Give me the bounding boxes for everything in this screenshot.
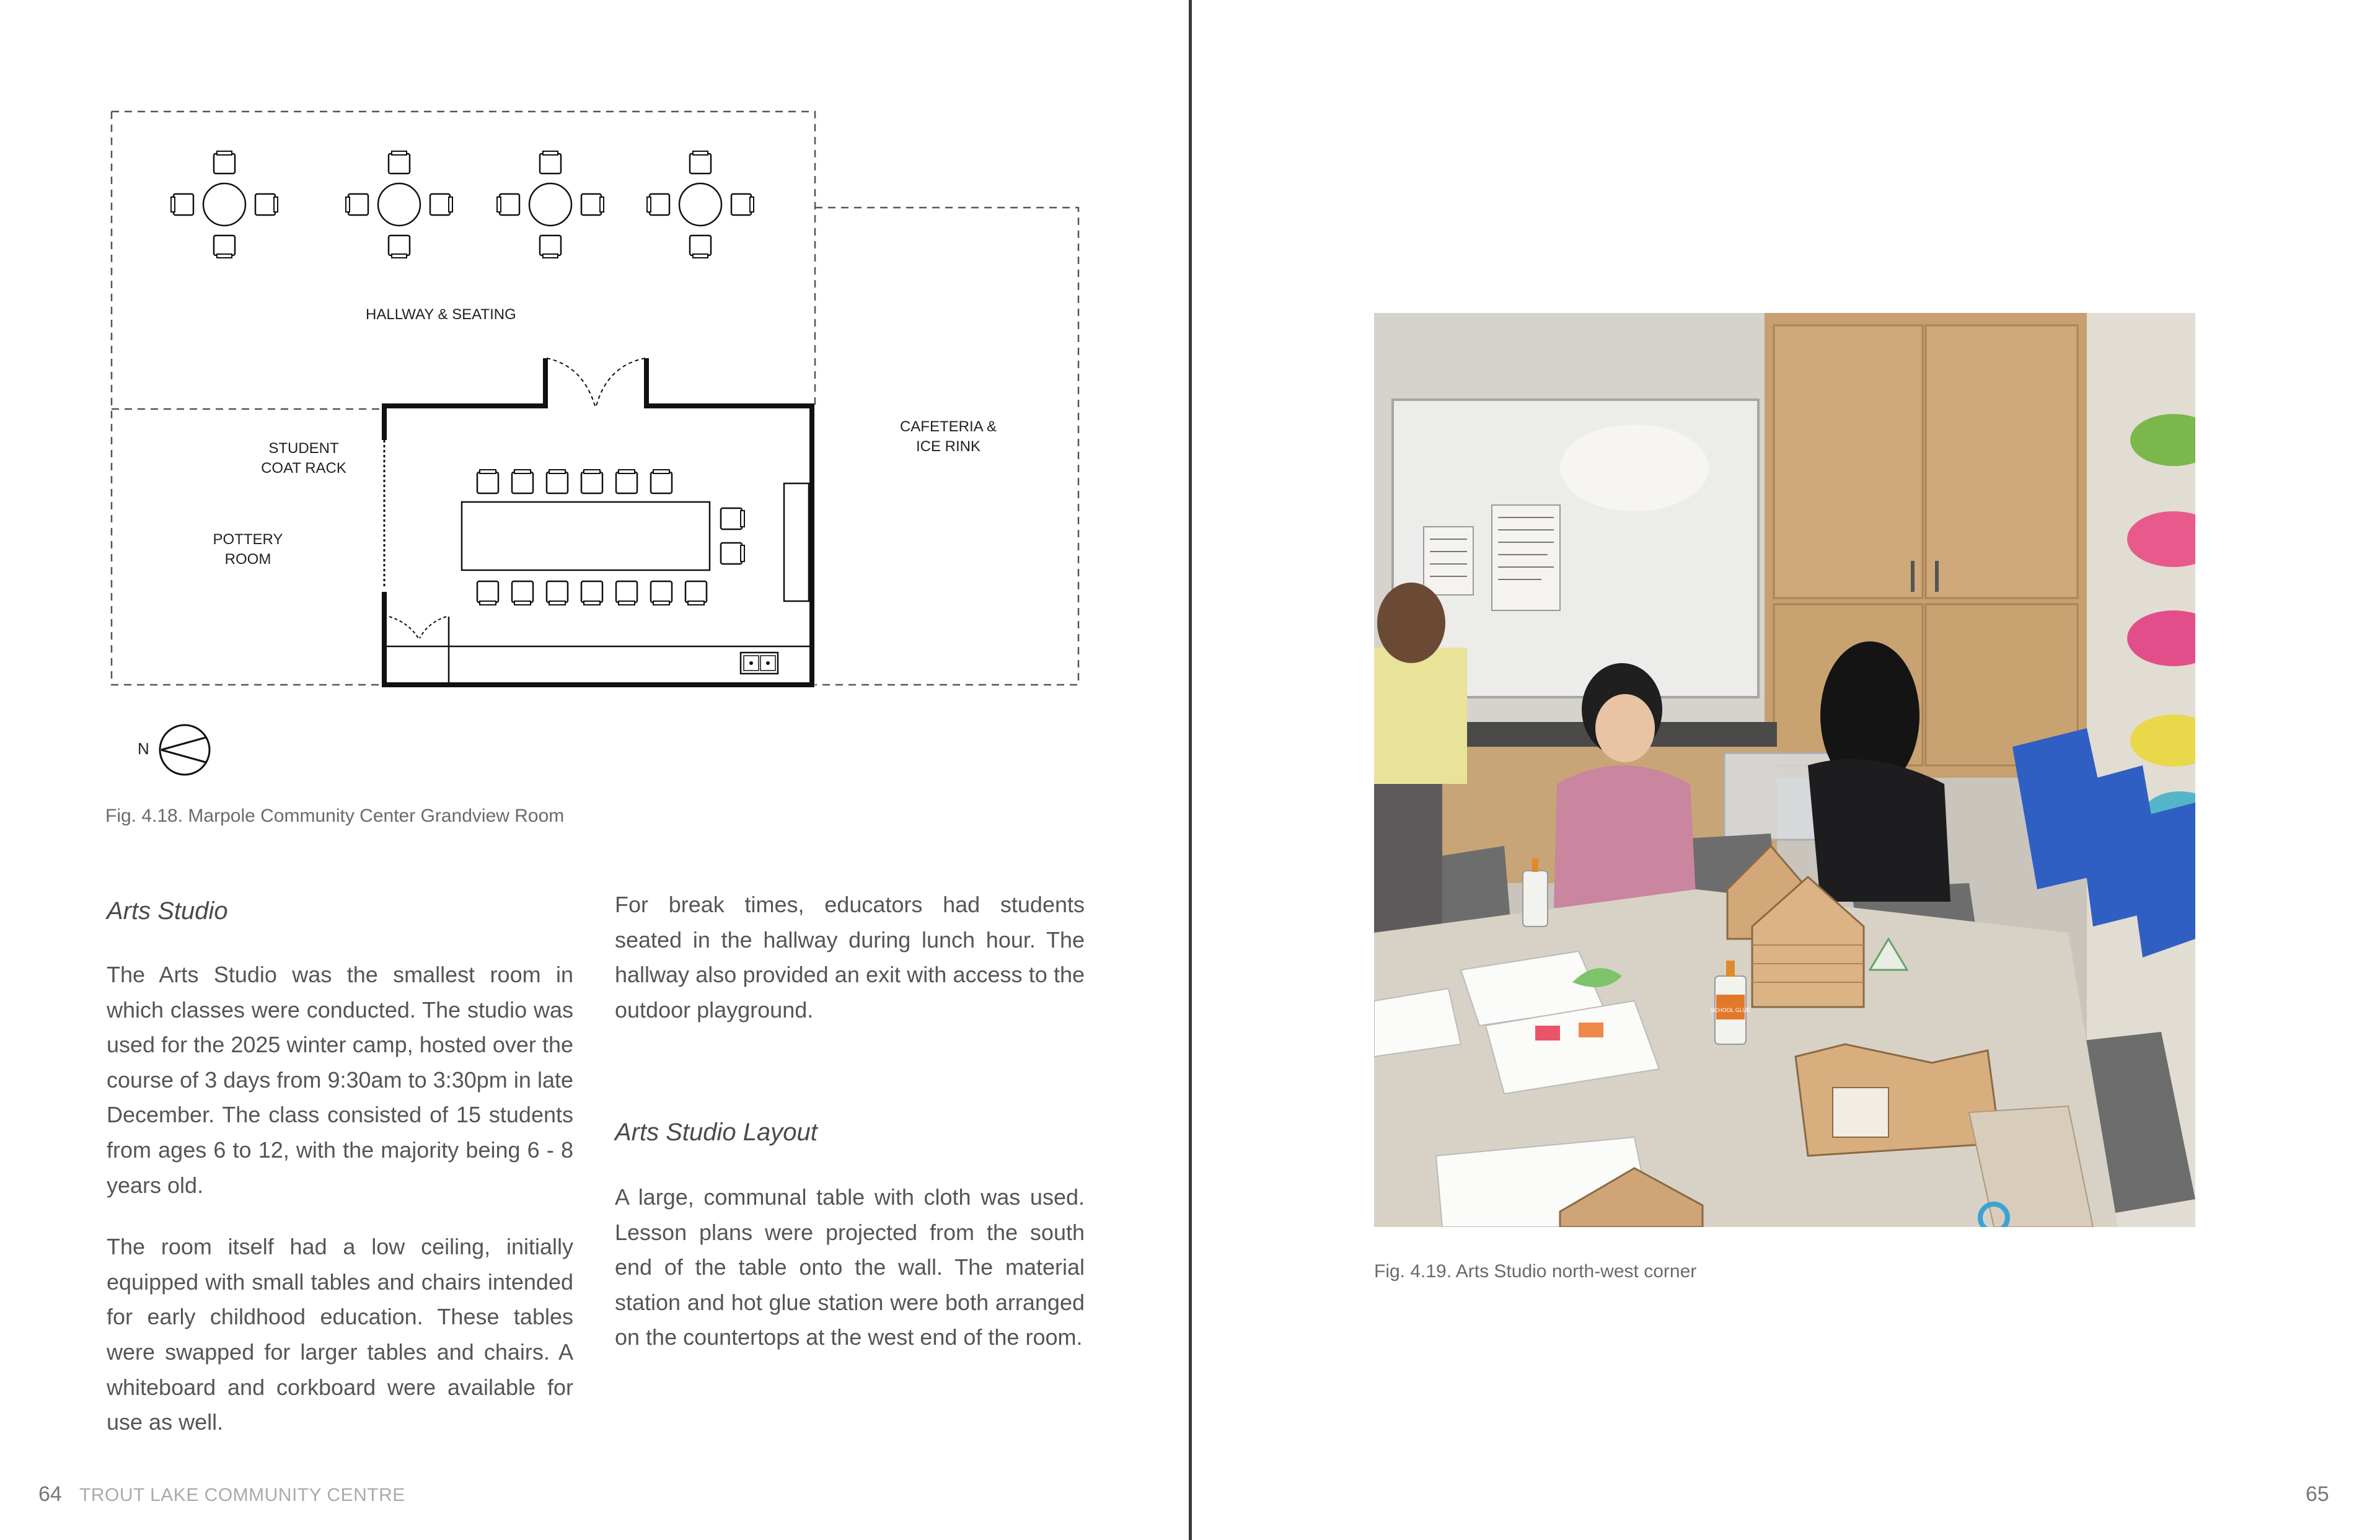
- page-number-right: 65: [2306, 1482, 2329, 1506]
- arts-studio-body: [107, 957, 573, 1440]
- arts-studio-layout-heading: Arts Studio Layout: [615, 1119, 818, 1146]
- arts-studio-layout-paragraph: A large, communal table with cloth was used. Lesson plans were projected from the south end of the table onto the wall. The material station and hot glue station were both arranged on the countertops at the west end of the room.: [615, 1184, 1085, 1350]
- glue-label: SCHOOL GLUE: [1710, 1007, 1751, 1013]
- coat-rack-label-line1: STUDENT: [268, 440, 339, 457]
- cafeteria-label: [886, 417, 1010, 457]
- running-title: TROUT LAKE COMMUNITY CENTRE: [79, 1485, 405, 1505]
- hallway-label: HALLWAY & SEATING: [366, 306, 516, 323]
- arts-studio-paragraph-1: The Arts Studio was the smallest room in which classes were conducted. The studio was used for the 2025 winter camp, hosted over the course of 3 days from 9:30am to 3:30pm in late December. The class consisted of 15 students from ages 6 to 12, with the majority being 6 - 8 years old.: [107, 962, 573, 1198]
- arts-studio-paragraph-2: The room itself had a low ceiling, initially equipped with small tables and chairs intended for early childhood education. These tables were swapped for larger tables and chairs. A whiteboard and corkboard were available for use as well.: [107, 1234, 573, 1435]
- arts-studio-photo: [1374, 313, 2195, 1227]
- pottery-room-label-line2: ROOM: [224, 551, 271, 568]
- north-label: N: [138, 739, 149, 758]
- west-door: [389, 617, 446, 638]
- page-number-left: 64: [38, 1482, 62, 1506]
- coat-rack-label-line2: COAT RACK: [261, 460, 346, 477]
- coat-rack-label: [248, 439, 359, 478]
- hallway-double-door: [547, 358, 645, 406]
- cafeteria-label-line2: ICE RINK: [915, 438, 981, 455]
- sink: [741, 653, 778, 674]
- arts-studio-heading: Arts Studio: [107, 897, 228, 925]
- figure-caption-4-19: Fig. 4.19. Arts Studio north-west corner: [1374, 1261, 1697, 1282]
- whiteboard: [784, 483, 809, 601]
- pottery-room-label: [192, 530, 304, 570]
- cafeteria-label-line1: CAFETERIA &: [899, 418, 997, 435]
- hallway-table-sets: [171, 151, 754, 258]
- break-times-paragraph: For break times, educators had students seated in the hallway during lunch hour. The hallway also provided an exit with access to the outdoor playground.: [615, 892, 1085, 1023]
- book-spine: [1189, 0, 1192, 1540]
- pottery-room-label-line1: POTTERY: [213, 531, 283, 548]
- figure-caption-4-18: Fig. 4.18. Marpole Community Center Grandview Room: [105, 806, 565, 826]
- communal-table: [462, 502, 710, 570]
- floor-plan-diagram: [93, 93, 1097, 713]
